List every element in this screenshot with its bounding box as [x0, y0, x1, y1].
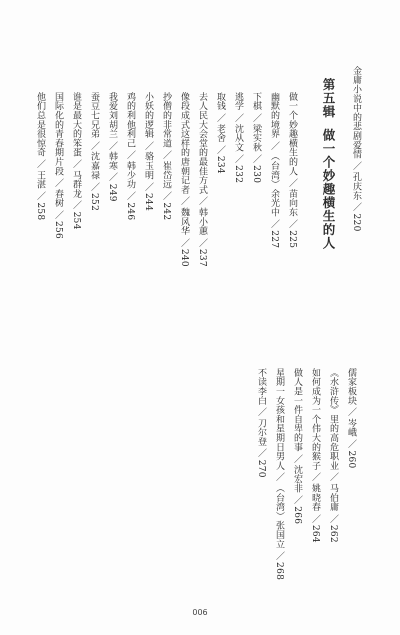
entry-separator: ／: [251, 153, 261, 164]
entry-title: 抄僧的非常道: [161, 92, 171, 148]
entry-page: 249: [107, 183, 117, 202]
entry-author: 岑峨: [346, 418, 356, 438]
entry-page: 244: [143, 193, 153, 212]
page-number: 006: [192, 608, 208, 617]
entry-author: 沈从文: [233, 123, 243, 152]
entry-page: 266: [292, 506, 302, 525]
entry-author: 孔庆东: [351, 172, 361, 201]
entry-page: 225: [287, 230, 297, 249]
entry-title: 星期一女孩和星期日男人: [274, 368, 284, 471]
toc-entry: [350, 66, 362, 232]
entry-title: 像段成式这样的唐朝记者: [179, 92, 189, 195]
toc-entry: [255, 368, 267, 478]
entry-title: 如何成为一个伟大的猴子: [310, 368, 320, 471]
entry-separator: ／: [35, 159, 45, 169]
entry-page: 237: [197, 248, 207, 267]
entry-separator: ／: [292, 494, 302, 505]
entry-title: 小妖的逻辑: [143, 92, 153, 139]
entry-separator: ／: [351, 202, 361, 212]
entry-page: 264: [310, 524, 320, 543]
entry-author: 魏风华: [179, 207, 189, 236]
entry-separator: ／: [161, 149, 171, 160]
entry-author: 韩寒: [107, 151, 117, 171]
entry-separator: ／: [328, 513, 338, 523]
entry-separator: ／: [215, 144, 225, 154]
entry-separator: ／: [89, 181, 99, 192]
toc-entry: [214, 92, 226, 174]
entry-page: 268: [274, 562, 284, 581]
toc-entry: [250, 92, 262, 183]
entry-separator: ／: [35, 191, 45, 201]
entry-author: 韩少功: [125, 161, 135, 190]
entry-title: 幽默的境界: [269, 92, 279, 139]
entry-separator: ／: [292, 453, 302, 464]
entry-title: 蚕豆七兄弟: [89, 92, 99, 139]
entry-separator: ／: [269, 218, 279, 229]
entry-title: 他们总是很惊奇: [35, 92, 45, 158]
entry-author: （台湾）余光中: [269, 151, 279, 217]
entry-separator: ／: [346, 407, 356, 417]
entry-author: 骆玉明: [143, 151, 153, 180]
entry-page: 258: [35, 202, 45, 221]
toc-entry: [178, 92, 190, 267]
entry-separator: ／: [346, 439, 356, 449]
entry-separator: ／: [215, 112, 225, 122]
entry-separator: ／: [233, 153, 243, 164]
entry-page: 254: [71, 211, 81, 230]
entry-separator: ／: [287, 218, 297, 229]
entry-separator: ／: [53, 177, 63, 188]
toc-entry: [291, 368, 303, 524]
entry-author: 马伯庸: [328, 483, 338, 512]
entry-separator: ／: [143, 140, 153, 150]
entry-separator: ／: [89, 140, 99, 150]
entry-page: 270: [256, 459, 266, 478]
toc-entry: [232, 92, 244, 183]
entry-page: 232: [233, 165, 243, 184]
entry-title: 《水浒传》里的高危职业: [328, 368, 338, 471]
entry-separator: ／: [125, 149, 135, 160]
entry-separator: ／: [269, 140, 279, 150]
entry-separator: ／: [256, 407, 266, 417]
toc-entry: [196, 92, 208, 267]
toc-entry: [268, 92, 280, 248]
entry-page: 252: [89, 193, 99, 212]
entry-page: 234: [215, 155, 225, 174]
entry-page: 262: [328, 524, 338, 543]
entry-separator: ／: [179, 237, 189, 247]
entry-separator: ／: [161, 191, 171, 201]
entry-separator: ／: [71, 159, 81, 169]
entry-separator: ／: [287, 177, 297, 188]
entry-title: 做一个妙趣横生的人: [287, 92, 297, 176]
entry-separator: ／: [197, 237, 207, 247]
entry-author: 姚晓春: [310, 483, 320, 512]
entry-separator: ／: [197, 196, 207, 206]
entry-title: 我爱刘胡兰: [107, 92, 117, 139]
entry-separator: ／: [179, 196, 189, 206]
entry-separator: ／: [107, 140, 117, 150]
entry-author: 韩小蕙: [197, 207, 207, 236]
entry-page: 260: [346, 450, 356, 469]
entry-separator: ／: [310, 472, 320, 482]
toc-entry: [88, 92, 100, 211]
entry-separator: ／: [251, 112, 261, 122]
entry-title: 鸡的利他利己: [125, 92, 135, 148]
entry-separator: ／: [125, 191, 135, 201]
toc-entry: [106, 92, 118, 202]
toc-entry: [309, 368, 321, 543]
entry-title: 取钱: [215, 92, 225, 111]
entry-title: 金庸小说中的悲剧爱情: [351, 66, 361, 159]
entry-separator: ／: [328, 472, 338, 482]
entry-separator: ／: [274, 472, 284, 482]
entry-author: 春树: [53, 189, 63, 208]
entry-author: 苗向东: [287, 189, 297, 217]
entry-title: 下棋: [251, 92, 261, 111]
entry-author: 刀尔登: [256, 418, 266, 447]
entry-author: （台湾）张国立: [274, 483, 284, 549]
section-title: 做一个妙趣横生的人: [321, 128, 336, 250]
toc-entry: [52, 92, 64, 239]
entry-title: 国际化的青春期片段: [53, 92, 63, 176]
entry-title: 不读李白: [256, 368, 266, 406]
entry-author: 老舍: [215, 123, 225, 143]
entry-title: 逃学: [233, 92, 243, 111]
entry-author: 王湛: [35, 170, 45, 190]
entry-page: 242: [161, 202, 171, 221]
entry-separator: ／: [53, 209, 63, 219]
entry-page: 256: [53, 220, 63, 240]
entry-title: 去人民大会堂的最佳方式: [197, 92, 207, 195]
entry-separator: ／: [143, 181, 153, 192]
entry-separator: ／: [233, 112, 243, 122]
toc-entry: [124, 92, 136, 220]
section-label: 第五辑: [321, 78, 336, 119]
entry-separator: ／: [274, 550, 284, 561]
entry-separator: ／: [107, 172, 117, 182]
toc-entry: [34, 92, 46, 220]
section-heading: [321, 78, 335, 250]
entry-separator: ／: [256, 448, 266, 458]
entry-author: 马群龙: [71, 170, 81, 199]
entry-title: 谁是最大的笨蛋: [71, 92, 81, 158]
toc-entry: [286, 92, 298, 248]
entry-author: 沈嘉禄: [89, 151, 99, 180]
entry-page: 220: [351, 213, 361, 232]
entry-author: 崔岱远: [161, 161, 171, 190]
toc-entry: [273, 368, 285, 580]
entry-separator: ／: [351, 161, 361, 171]
toc-entry: [327, 368, 339, 543]
entry-separator: ／: [310, 513, 320, 523]
toc-entry: [142, 92, 154, 211]
toc-entry: [160, 92, 172, 220]
entry-separator: ／: [71, 200, 81, 210]
toc-entry: [70, 92, 82, 230]
entry-author: 沈宏非: [292, 465, 302, 493]
entry-page: 240: [179, 248, 189, 267]
entry-page: 246: [125, 202, 135, 221]
entry-author: 梁实秋: [251, 123, 261, 152]
toc-entry: [345, 368, 357, 469]
entry-page: 227: [269, 230, 279, 249]
entry-title: 做人是一件自卑的事: [292, 368, 302, 452]
entry-title: 儒家板块: [346, 368, 356, 406]
entry-page: 230: [251, 165, 261, 184]
